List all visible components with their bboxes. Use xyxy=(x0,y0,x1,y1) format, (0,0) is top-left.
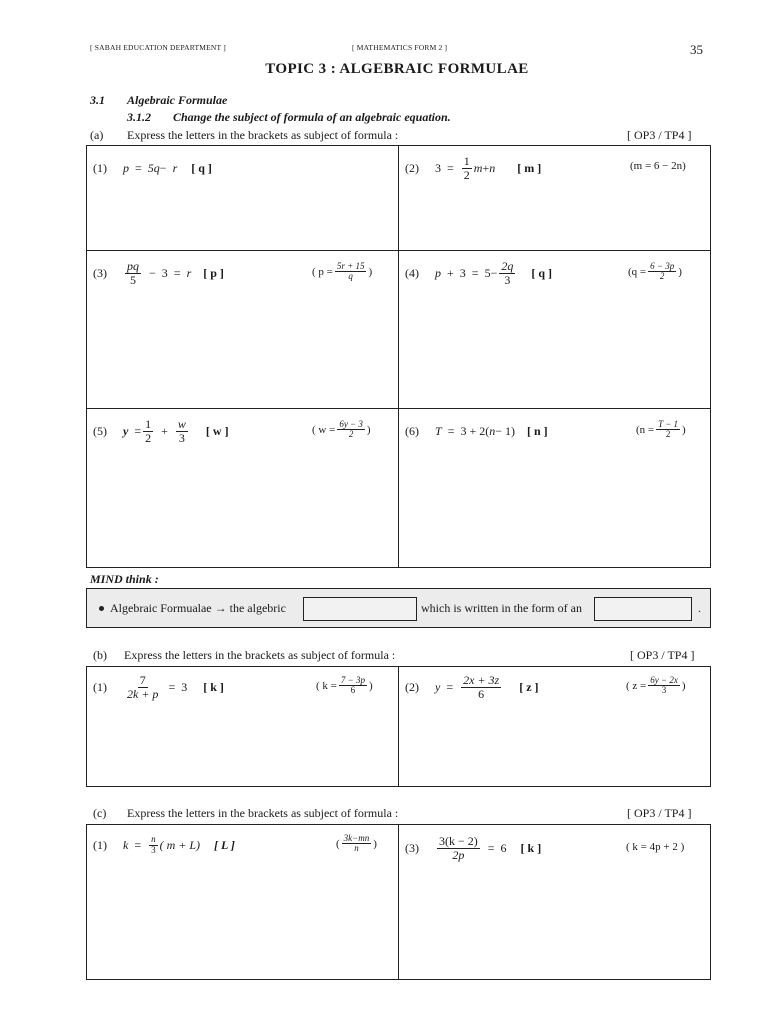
subsection-label: Change the subject of formula of an algebraic equation. xyxy=(173,110,451,124)
subject-bracket: [ z ] xyxy=(519,679,539,694)
q-number: (3) xyxy=(93,265,107,280)
answer-c1: ( $\frac{3k-mn}{n}$ ) xyxy=(336,833,377,854)
term-5q: 5q xyxy=(147,160,160,175)
equals: = xyxy=(447,160,454,175)
q-number: (4) xyxy=(405,265,419,280)
var-r: r xyxy=(186,265,192,280)
page-number: 35 xyxy=(690,42,703,57)
part-a-level: [ OP3 / TP4 ] xyxy=(627,128,692,142)
answer-b2: ( z = $\frac{6y - 2x}{3}$ ) xyxy=(626,675,686,696)
subject-bracket: [ m ] xyxy=(517,160,542,175)
var-y: y xyxy=(435,679,441,694)
const-5: 5 xyxy=(484,265,491,280)
mind-think-label: MIND think : xyxy=(90,572,159,586)
part-a-instruction: Express the letters in the brackets as subject of formula : xyxy=(127,128,399,142)
rhs-part1: 3 + 2( xyxy=(460,423,490,438)
mind-text-1: Algebraic Formualae → the algebric xyxy=(110,601,286,615)
fill-blank-2[interactable] xyxy=(594,597,692,621)
part-b-instruction: Express the letters in the brackets as subject of formula : xyxy=(124,648,396,662)
var-p: p xyxy=(123,160,129,175)
answer-a3: ( p = $\frac{5r + 15}{q}$ ) xyxy=(312,261,373,282)
part-b-label: (b) xyxy=(93,648,107,662)
var-m: m xyxy=(473,160,483,175)
var-y: y xyxy=(123,423,129,438)
plus: + xyxy=(482,160,490,175)
equals: = xyxy=(173,265,181,280)
const-6: 6 xyxy=(500,840,507,855)
const-3: 3 xyxy=(459,265,466,280)
q-number: (5) xyxy=(93,423,107,438)
minus: − xyxy=(159,160,167,175)
q-number: (3) xyxy=(405,840,419,855)
fraction-n-3: $\frac{n}{3}$ xyxy=(151,834,156,855)
fraction-2q-3: $\frac{2q}{3}$ xyxy=(501,258,514,287)
section-number: 3.1 xyxy=(90,93,105,107)
fraction-pq-5: $\frac{pq}{5}$ xyxy=(127,258,139,287)
var-k: k xyxy=(123,837,129,852)
grid-divider-h1 xyxy=(86,250,711,251)
subject-bracket: [ n ] xyxy=(527,423,548,438)
question-a5 xyxy=(93,416,229,446)
fraction-half: $\frac{1}{2}$ xyxy=(145,416,152,445)
subject-bracket: [ q ] xyxy=(191,160,212,175)
mind-period: . xyxy=(698,601,701,615)
subject-bracket: [ L ] xyxy=(214,837,235,852)
answer-a4: (q = $\frac{6 - 3p}{2}$ ) xyxy=(628,261,682,282)
page-title: TOPIC 3 : ALGEBRAIC FORMULAE xyxy=(265,61,529,77)
part-b-level: [ OP3 / TP4 ] xyxy=(630,648,695,662)
fraction-7-2kp: $\frac{7}{2k + p}$ xyxy=(127,672,159,701)
answer-fraction: $\frac{6y - 3}{2}$ xyxy=(339,419,363,440)
equals: = xyxy=(134,837,142,852)
question-a4 xyxy=(405,258,552,288)
part-c-instruction: Express the letters in the brackets as subject of formula : xyxy=(127,806,399,820)
q-number: (2) xyxy=(405,160,419,175)
subject-bracket: [ p ] xyxy=(203,265,224,280)
header-dept: [ SABAH EDUCATION DEPARTMENT ] xyxy=(90,43,226,52)
question-a2 xyxy=(405,152,541,184)
equals: = xyxy=(447,423,455,438)
mind-text-1-wrap xyxy=(99,601,286,616)
part-c-level: [ OP3 / TP4 ] xyxy=(627,806,692,820)
q-number: (1) xyxy=(93,837,107,852)
equals: = xyxy=(134,423,142,438)
q-number: (1) xyxy=(93,160,107,175)
answer-fraction: $\frac{7 - 3p}{6}$ xyxy=(340,675,365,696)
question-b1 xyxy=(93,671,224,703)
answer-fraction: $\frac{6y - 2x}{3}$ xyxy=(650,675,678,696)
equals: = xyxy=(135,160,142,175)
term-m-plus-L: ( m + L) xyxy=(159,837,201,852)
section-label: Algebraic Formulae xyxy=(127,93,228,107)
grid-divider-v xyxy=(398,145,399,568)
fill-blank-1[interactable] xyxy=(303,597,417,621)
answer-fraction: $\frac{T - 1}{2}$ xyxy=(658,419,679,440)
var-n: n xyxy=(489,160,496,175)
grid-divider-v xyxy=(398,824,399,980)
q-number: (1) xyxy=(93,679,107,694)
subsection-number: 3.1.2 xyxy=(127,110,151,124)
answer-fraction: $\frac{5r + 15}{q}$ xyxy=(336,261,365,282)
fraction-w-3: $\frac{w}{3}$ xyxy=(177,416,186,445)
answer-b1: ( k = $\frac{7 - 3p}{6}$ ) xyxy=(316,675,373,696)
fraction-2x3z-6: $\frac{2x + 3z}{6}$ xyxy=(463,672,500,701)
header-subject: [ MATHEMATICS FORM 2 ] xyxy=(352,43,448,52)
equals: = xyxy=(168,679,176,694)
const-3: 3 xyxy=(181,679,188,694)
question-a3 xyxy=(93,258,224,288)
fraction-half: $\frac{1}{2}$ xyxy=(463,153,470,182)
part-c-label: (c) xyxy=(93,806,107,820)
subject-bracket: [ k ] xyxy=(203,679,224,694)
part-a-label: (a) xyxy=(90,128,104,142)
equals: = xyxy=(471,265,479,280)
bullet-icon xyxy=(99,606,104,611)
question-c3 xyxy=(405,831,541,865)
answer-fraction: $\frac{3k-mn}{n}$ xyxy=(343,833,370,854)
mind-text-2: which is written in the form of an xyxy=(421,601,582,615)
q-number: (2) xyxy=(405,679,419,694)
grid-divider-v xyxy=(398,666,399,787)
answer-fraction: $\frac{6 - 3p}{2}$ xyxy=(650,261,675,282)
minus: − xyxy=(149,265,156,280)
const-3: 3 xyxy=(161,265,168,280)
answer-c3: ( k = 4p + 2 ) xyxy=(626,841,685,853)
plus: + xyxy=(161,423,168,438)
subject-bracket: [ w ] xyxy=(205,423,229,438)
var-T: T xyxy=(435,423,442,438)
answer-a6: (n = $\frac{T - 1}{2}$ ) xyxy=(636,419,686,440)
question-a6 xyxy=(405,421,548,441)
subject-bracket: [ q ] xyxy=(531,265,553,280)
equals: = xyxy=(446,679,454,694)
answer-a2: (m = 6 − 2n) xyxy=(630,160,686,172)
fraction-3k2-2p: $\frac{3(k - 2)}{2p}$ xyxy=(439,833,478,862)
subject-bracket: [ k ] xyxy=(520,840,542,855)
var-p: p xyxy=(435,265,441,280)
grid-divider-h2 xyxy=(86,408,711,409)
var-r: r xyxy=(172,160,178,175)
minus: − xyxy=(490,265,498,280)
question-b2 xyxy=(405,671,539,703)
var-n: n xyxy=(489,423,496,438)
q-number: (6) xyxy=(405,423,419,438)
question-c1 xyxy=(93,830,235,860)
rhs-part2: − 1) xyxy=(495,423,515,438)
plus: + xyxy=(447,265,454,280)
lhs-3: 3 xyxy=(435,160,441,175)
equals: = xyxy=(487,840,495,855)
question-a1 xyxy=(93,158,212,178)
answer-a5: ( w = $\frac{6y - 3}{2}$ ) xyxy=(312,419,371,440)
